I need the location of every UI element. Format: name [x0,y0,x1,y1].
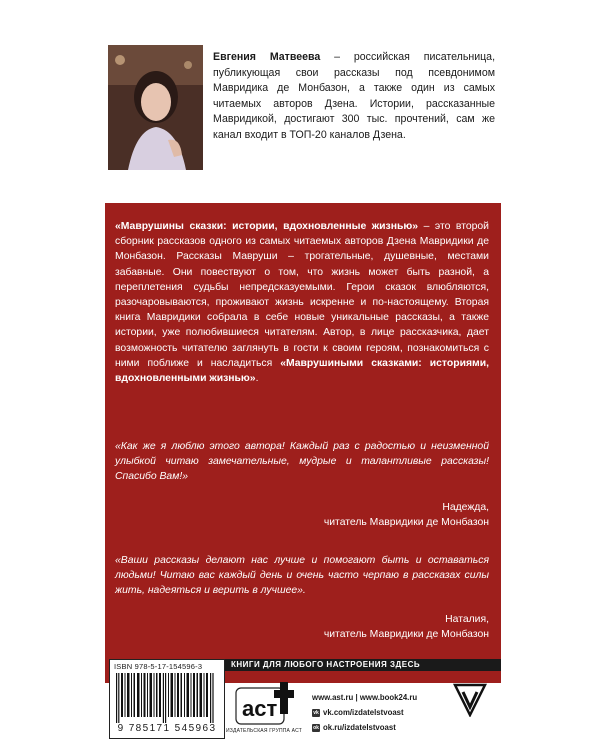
ast-caption: ИЗДАТЕЛЬСКАЯ ГРУППА АСТ [226,728,302,734]
reviewer-name-2: Наталия, [445,614,489,625]
isbn-label: ISBN 978-5-17-154596-3 [114,662,203,671]
author-bio [213,50,495,144]
review-signature-2 [324,612,489,643]
author-name: Евгения Матвеева [213,51,321,63]
ast-publisher-logo-icon [232,680,296,730]
vk-link[interactable]: vk.com/izdatelstvoast [323,708,404,717]
review-signature-1 [324,500,489,531]
ok-row [312,720,417,735]
reviewer-role-1: читатель Мавридики де Монбазон [323,517,489,529]
ok-icon: ok [313,724,319,731]
v-imprint-logo-icon [453,683,487,717]
annotation-panel [105,203,501,683]
vk-row [312,705,417,720]
website-row [312,690,417,705]
barcode-bars-icon [114,673,220,723]
description-body: – это второй сборник рассказов одного из самых читаемых авторов Дзена Мавридики де Монбазон. Рассказы Мавруши – трогательные, душевные, местами забавные. Они повествуют о том, что жизнь может быть разной, а переплетения судьбы непредсказуемыми. Герои сказок влюбляются, разочаровываются, проживают жизнь искренне и по-настоящему. Вторая книга Мавридики собрала в себе новые уникальные рассказы, а также истории, уже полюбившиеся читателям. Автор, в лице рассказчика, дает возможность читателю заглянуть в гости к своим героям, познакомиться с ними поближе и насладиться [115,221,489,369]
tagline-bar: КНИГИ ДЛЯ ЛЮБОГО НАСТРОЕНИЯ ЗДЕСЬ [225,659,501,671]
ast-logo-text: аст [242,696,278,721]
book-title-bold: «Маврушины сказки: истории, вдохновленные жизнью» [115,221,419,232]
author-portrait-image [108,45,203,170]
reviewer-name-1: Надежда, [442,502,489,513]
vk-icon: vk [313,709,319,716]
ok-link[interactable]: ok.ru/izdatelstvoast [323,723,396,732]
book-description [115,219,489,386]
review-quote-1: «Как же я люблю этого автора! Каждый раз с радостью и неизменной улыбкой читаю замечательные, мудрые и талантливые рассказы! Спасибо Вам!» [115,441,489,483]
review-quote-2: «Ваши рассказы делают нас лучше и помогают быть и оставаться людьми! Читаю вас каждый день и очень часто черпаю в рассказах силы жить, надеяться и верить в лучшее». [115,555,489,597]
barcode-digits: 9 785171 545963 [117,723,217,734]
book-title-bold-end: «Маврушиными сказками: историями, вдохновленными жизнью» [115,357,489,385]
barcode [109,659,225,739]
publisher-links [312,690,417,735]
website-link[interactable]: www.ast.ru | www.book24.ru [312,693,418,702]
author-photo [108,45,203,170]
reviewer-role-2: читатель Мавридики де Монбазон [323,629,489,641]
description-end-punct: . [255,373,259,385]
author-bio-text: – российская писательница, публикующая свои рассказы под псевдонимом Мавридика де Монбазон, а также один из самых читаемых авторов Дзена. Истории, рассказанные Мавридикой, достигают 300 тыс. прочтений, сам же канал входит в ТОП-20 каналов Дзена. [213,51,496,141]
